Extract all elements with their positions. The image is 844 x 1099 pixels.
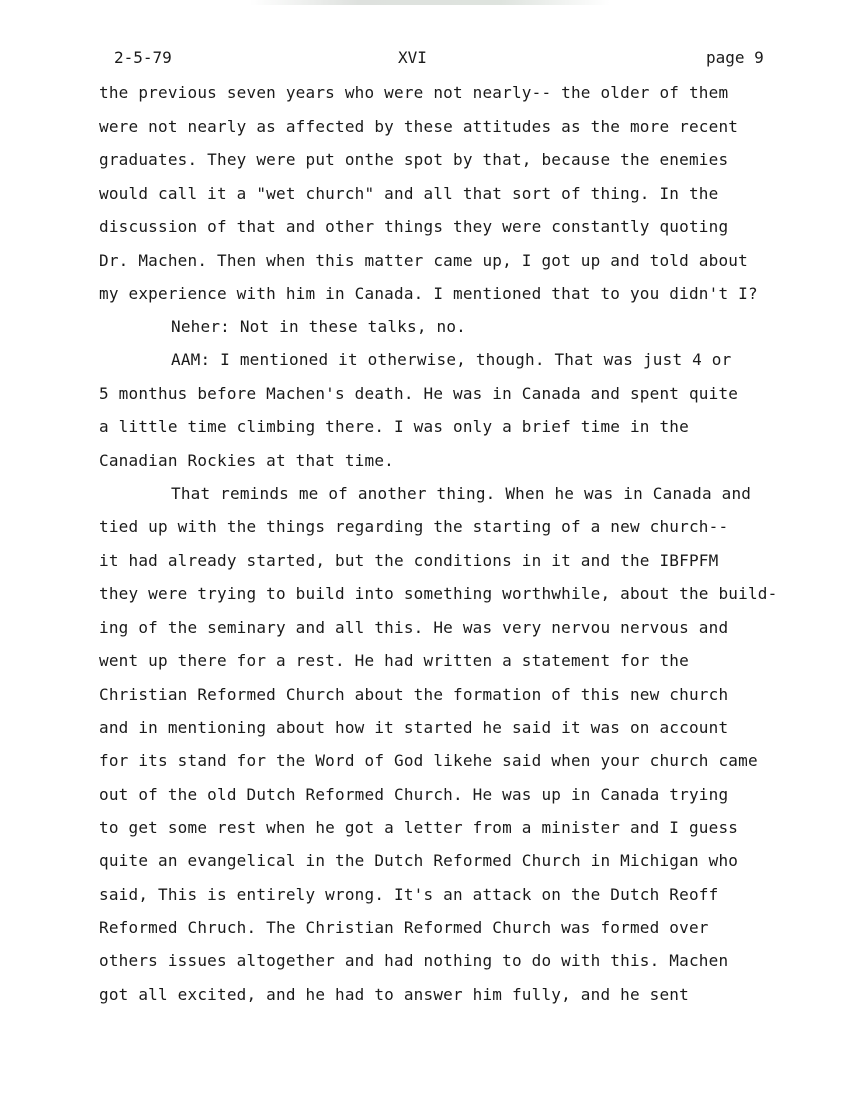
text-line: tied up with the things regarding the starting of a new church-- — [99, 517, 729, 536]
text-line: would call it a "wet church" and all that sort of thing. In the — [99, 184, 719, 203]
text-line: AAM: I mentioned it otherwise, though. That was just 4 or — [171, 350, 732, 369]
text-line: the previous seven years who were not nearly-- the older of them — [99, 83, 729, 102]
text-line: my experience with him in Canada. I mentioned that to you didn't I? — [99, 284, 758, 303]
header-page-number: page 9 — [706, 48, 764, 67]
text-line: were not nearly as affected by these attitudes as the more recent — [99, 117, 739, 136]
text-line: got all excited, and he had to answer him fully, and he sent — [99, 985, 689, 1004]
text-line: they were trying to build into something worthwhile, about the build- — [99, 584, 778, 603]
text-line: Dr. Machen. Then when this matter came up, I got up and told about — [99, 251, 748, 270]
text-line: went up there for a rest. He had written a statement for the — [99, 651, 689, 670]
text-line: and in mentioning about how it started he said it was on account — [99, 718, 729, 737]
text-line: That reminds me of another thing. When he was in Canada and — [171, 484, 752, 503]
text-line: said, This is entirely wrong. It's an attack on the Dutch Reoff — [99, 885, 719, 904]
text-line: others issues altogether and had nothing to do with this. Machen — [99, 951, 729, 970]
text-line: Canadian Rockies at that time. — [99, 451, 394, 470]
text-line: to get some rest when he got a letter from a minister and I guess — [99, 818, 739, 837]
text-line: for its stand for the Word of God likehe said when your church came — [99, 751, 758, 770]
text-line: a little time climbing there. I was only a brief time in the — [99, 417, 689, 436]
text-line: discussion of that and other things they were constantly quoting — [99, 217, 729, 236]
scan-smudge — [250, 0, 610, 5]
text-line: Neher: Not in these talks, no. — [171, 317, 466, 336]
text-line: Christian Reformed Church about the formation of this new church — [99, 685, 729, 704]
text-line: Reformed Chruch. The Christian Reformed Church was formed over — [99, 918, 709, 937]
text-line: quite an evangelical in the Dutch Reformed Church in Michigan who — [99, 851, 739, 870]
text-line: 5 monthus before Machen's death. He was in Canada and spent quite — [99, 384, 739, 403]
header-section: XVI — [398, 48, 427, 67]
page-header — [0, 48, 844, 72]
text-line: out of the old Dutch Reformed Church. He was up in Canada trying — [99, 785, 729, 804]
header-date: 2-5-79 — [114, 48, 172, 67]
text-line: it had already started, but the conditions in it and the IBFPFM — [99, 551, 719, 570]
text-line: graduates. They were put onthe spot by that, because the enemies — [99, 150, 729, 169]
text-line: ing of the seminary and all this. He was very nervou nervous and — [99, 618, 729, 637]
